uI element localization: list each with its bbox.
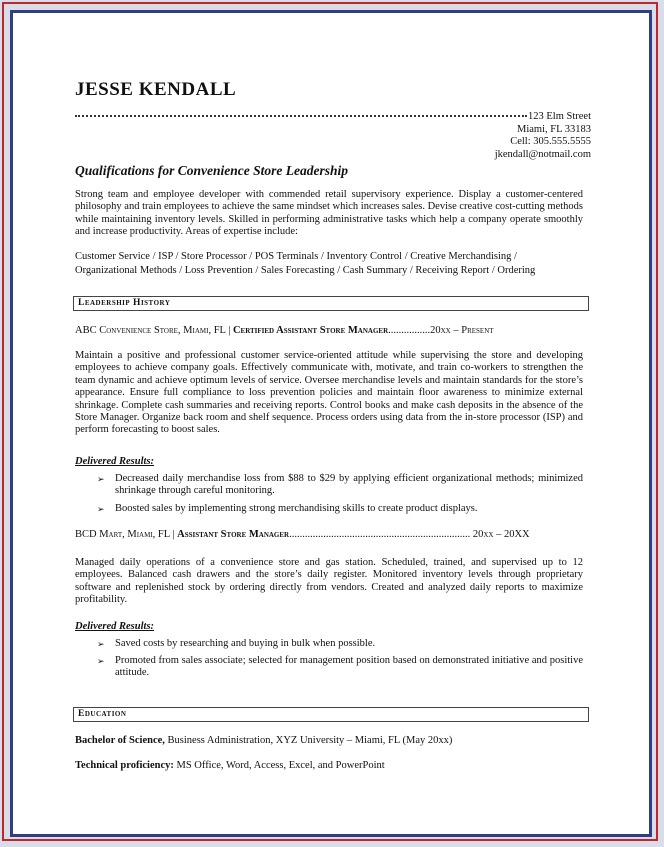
job-1-employer: ABC Convenience Store, Miami, FL <box>75 325 226 336</box>
summary-paragraph: Strong team and employee developer with commended retail supervisory experience. Display a customer-centered philosophy and train employees to achieve the same mindset which increases sales. Devise creative cost-cutting methods while maintaining inventory levels. Skilled in performing administrative tasks which help a company operate smoothly and increase productivity. Areas of expertise include: <box>75 189 583 238</box>
job-1-results-label: Delivered Results: <box>75 456 155 467</box>
contact-phone: Cell: 305.555.5555 <box>510 136 591 148</box>
degree-label: Bachelor of Science, <box>75 735 165 746</box>
expertise-line-2: Organizational Methods / Loss Prevention / Sales Forecasting / Cash Summary / Receiving Report / Ordering <box>75 265 536 276</box>
job-1-dates: ................20xx – Present <box>388 325 494 336</box>
job-2-results-label: Delivered Results: <box>75 621 155 632</box>
arrow-bullet-icon: ➢ <box>97 639 105 649</box>
job-1-heading <box>75 325 583 336</box>
job-1-separator: | <box>225 325 233 336</box>
candidate-name: JESSE KENDALL <box>75 79 237 100</box>
job-2-result-1: ➢ Saved costs by researching and buying in bulk when possible. <box>97 638 376 649</box>
job-1-title: Certified Assistant Store Manager <box>232 325 389 336</box>
tech-detail: MS Office, Word, Access, Excel, and PowerPoint <box>173 760 385 771</box>
leadership-history-header: Leadership History <box>73 296 589 311</box>
degree-line <box>75 735 452 746</box>
job-2-employer: BCD Mart, Miami, FL <box>75 529 170 540</box>
job-2-heading <box>75 529 583 540</box>
header-dotted-rule <box>75 109 527 117</box>
job-1-result-1: ➢ Decreased daily merchandise loss from $88 to $29 by applying efficient organizational methods; minimized shrinkage through careful monitoring. <box>97 473 583 497</box>
job-2-result-2: ➢ Promoted from sales associate; selected for management position based on demonstrated initiative and positive attitude. <box>97 655 583 679</box>
expertise-line-1: Customer Service / ISP / Store Processor / POS Terminals / Inventory Control / Creative Merchandising / <box>75 251 517 262</box>
job-2-separator: | <box>169 529 178 540</box>
contact-block <box>495 111 591 161</box>
resume-page <box>10 10 652 837</box>
technical-proficiency-line <box>75 760 385 771</box>
arrow-bullet-icon: ➢ <box>97 504 105 514</box>
job-2-description: Managed daily operations of a convenience store and gas station. Scheduled, trained, and supervised up to 12 employees. Balanced cash drawers and the store’s daily register. Monitored inventory levels through proprietary software and replenished stock by ordering directly from vendors. Created and analyzed daily reports to maximize profitability. <box>75 557 583 606</box>
job-1-result-2: ➢ Boosted sales by implementing strong merchandising skills to create product displays. <box>97 503 478 514</box>
qualifications-title: Qualifications for Convenience Store Leadership <box>75 163 348 178</box>
arrow-bullet-icon: ➢ <box>97 474 105 484</box>
job-1-description: Maintain a positive and professional customer service-oriented attitude while supervising the store and developing employees to achieve company goals. Effectively communicate with, motivate, and train co-workers to strengthen the team dynamic and achieve optimum levels of service. Oversee merchandise levels and maintain standards for the store’s appearance. Ensure full compliance to loss prevention policies and maintain floor awareness to minimize external shrinkage. Complete cash summaries and receiving reports. Control books and make cash deposits in the absence of the Store Manager. Organize back room and shelf sequence. Process orders using data from the in-store processor (ISP) and perform forecasting to boost sales. <box>75 350 583 436</box>
degree-detail: Business Administration, XYZ University – Miami, FL (May 20xx) <box>164 735 453 746</box>
contact-city: Miami, FL 33183 <box>517 123 591 135</box>
contact-email: jkendall@notmail.com <box>494 148 591 160</box>
job-2-dates: ..................................................................... 20xx – 20XX <box>289 529 530 540</box>
tech-label: Technical proficiency: <box>75 760 174 771</box>
job-2-title: Assistant Store Manager <box>177 529 290 540</box>
arrow-bullet-icon: ➢ <box>97 656 105 666</box>
contact-street: 123 Elm Street <box>528 111 591 122</box>
education-header: Education <box>73 707 589 722</box>
